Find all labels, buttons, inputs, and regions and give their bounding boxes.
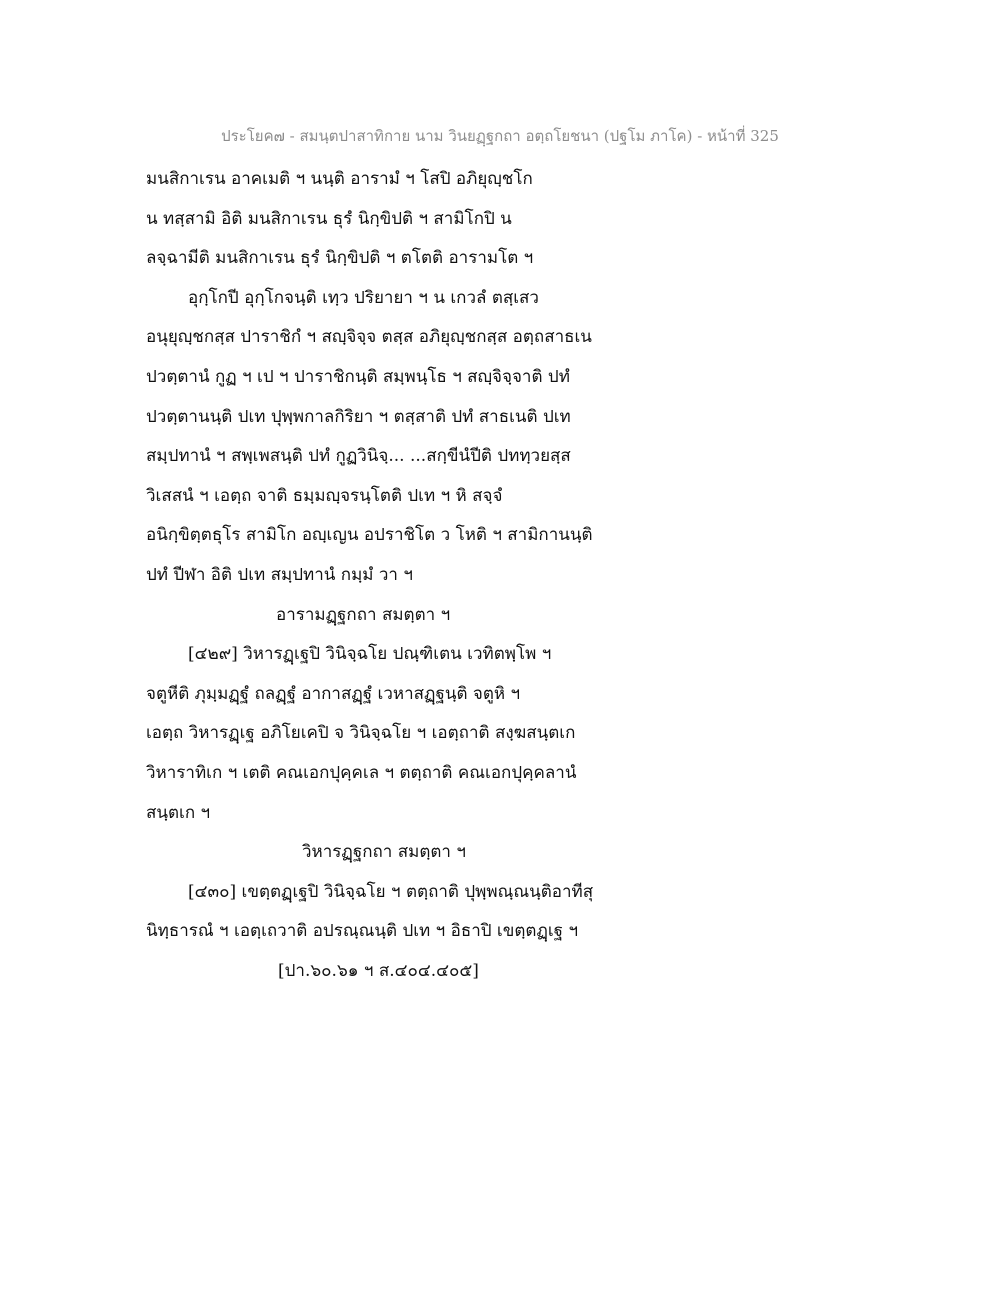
text-line: อนุยุญฺชกสฺส ปาราชิกํ ฯ สญฺจิจฺจ ตสฺส อภิยุญฺชกสฺส อตฺถสาธเน xyxy=(146,327,592,348)
section-end-heading: วิหารฏฺฐกถา สมตฺตา ฯ xyxy=(302,842,466,863)
text-line: วิหาราทิเก ฯ เตติ คณเอกปุคฺคเล ฯ ตตฺถาติ คณเอกปุคฺคลานํ xyxy=(146,762,577,783)
text-line: สมฺปทานํ ฯ สพฺเพสนฺติ ปทํ กูฏวินิจฺ... ...สกฺขีนํปีติ ปททฺวยสฺส xyxy=(146,446,571,467)
reference-line: [ปา.๖๐.๖๑ ฯ ส.๔๐๔.๔๐๕] xyxy=(278,960,479,981)
text-line: ปวตฺตานํ กูฏ ฯ เป ฯ ปาราชิกนฺติ สมฺพนฺโธ ฯ สญฺจิจฺจาติ ปทํ xyxy=(146,366,570,387)
text-line: ลจฺฉามีติ มนสิกาเรน ธุรํ นิกฺขิปติ ฯ ตโตติ อารามโต ฯ xyxy=(146,248,534,269)
body-text xyxy=(146,160,706,991)
text-line: ปทํ ปีฬา อิติ ปเท สมฺปทานํ กมฺมํ วา ฯ xyxy=(146,564,413,585)
text-line: สนฺตเก ฯ xyxy=(146,802,211,823)
paragraph-start-line: [๔๒๙] วิหารฏฺเฐปิ วินิจฺฉโย ปณฺฑิเตน เวทิตพฺโพ ฯ xyxy=(188,644,552,665)
text-line: น ทสฺสามิ อิติ มนสิกาเรน ธุรํ นิกฺขิปติ ฯ สามิโกปิ น xyxy=(146,208,512,229)
text-line: เอตฺถ วิหารฏฺเฐ อภิโยเคปิ จ วินิจฺฉโย ฯ เอตฺถาติ สงฺฆสนฺตเก xyxy=(146,723,576,744)
text-line: ปวตฺตานนฺติ ปเท ปุพฺพกาลกิริยา ฯ ตสฺสาติ ปทํ สาธเนติ ปเท xyxy=(146,406,571,427)
text-line: วิเสสนํ ฯ เอตฺถ จาติ ธมฺมญฺจรนฺโตติ ปเท ฯ หิ สจฺจํ xyxy=(146,485,503,506)
text-line: นิทฺธารณํ ฯ เอตฺเถวาติ อปรณฺณนฺติ ปเท ฯ อิธาปิ เขตฺตฏฺเฐ ฯ xyxy=(146,921,578,942)
paragraph-start-line: อุกฺโกปี อุกฺโกจนฺติ เทฺว ปริยายา ฯ น เกวลํ ตสฺเสว xyxy=(188,287,539,308)
page-header: ประโยค๗ - สมนฺตปาสาทิกาย นาม วินยฏฺฐกถา อตฺถโยชนา (ปฐโม ภาโค) - หน้าที่ 325 xyxy=(221,127,779,145)
section-end-heading: อารามฏฺฐกถา สมตฺตา ฯ xyxy=(276,604,451,625)
paragraph-start-line: [๔๓๐] เขตฺตฏฺเฐปิ วินิจฺฉโย ฯ ตตฺถาติ ปุพฺพณฺณนฺติอาทีสุ xyxy=(188,881,594,902)
text-line: มนสิกาเรน อาคเมติ ฯ นนฺติ อารามํ ฯ โสปิ อภิยุญฺชโก xyxy=(146,169,533,189)
text-line: จตูหีติ ภุมฺมฏฺฐํ ถลฏฺฐํ อากาสฏฺฐํ เวหาสฏฺฐนฺติ จตูหิ ฯ xyxy=(146,683,521,704)
text-line: อนิกฺขิตฺตธุโร สามิโก อญฺเญน อปราชิโต ว โหติ ฯ สามิกานนฺติ xyxy=(146,525,593,546)
